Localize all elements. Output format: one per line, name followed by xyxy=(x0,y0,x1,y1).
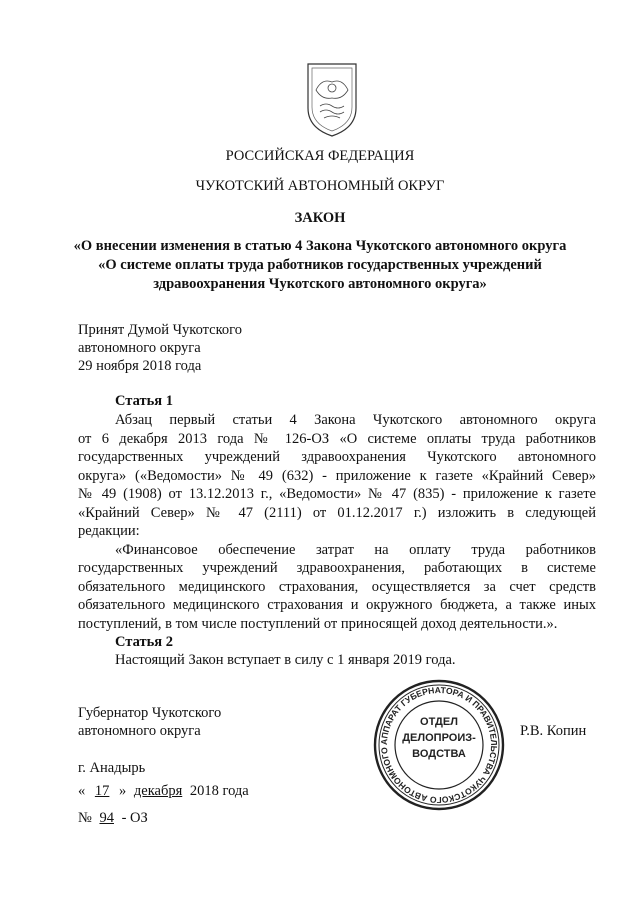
article-1-line: поступлений, в том числе поступлений от приносящей доход деятельности.». xyxy=(78,615,558,632)
article-2-text: Настоящий Закон вступает в силу с 1 января 2019 года. xyxy=(115,652,456,668)
governor-name: Р.В. Копин xyxy=(520,723,587,739)
article-1-line: редакции: xyxy=(78,523,140,539)
signing-date: « 17 » декабря 2018 года xyxy=(78,783,249,799)
law-number: № 94 - ОЗ xyxy=(78,810,148,826)
article-1-line: «Крайний Север» № 47 (2111) от 01.12.2017 г.) изложить в следующей xyxy=(78,504,596,521)
adopted-line-2: автономного округа xyxy=(78,340,201,356)
stamp-ring-text: АППАРАТ ГУБЕРНАТОРА И ПРАВИТЕЛЬСТВА ЧУКОТСКОГО АВТОНОМНОГО xyxy=(378,684,500,806)
law-title-line-1: «О внесении изменения в статью 4 Закона Чукотского автономного округа xyxy=(73,238,567,254)
country-heading: РОССИЙСКАЯ ФЕДЕРАЦИЯ xyxy=(225,148,415,164)
governor-title-line-2: автономного округа xyxy=(78,723,201,739)
governor-title-line-1: Губернатор Чукотского xyxy=(78,705,222,721)
law-number-value: 94 xyxy=(99,810,114,826)
city: г. Анадырь xyxy=(78,760,146,776)
article-1-line: обязательного медицинского страхования, осуществляется за счет средств xyxy=(78,578,596,595)
stamp-line-3: ВОДСТВА xyxy=(412,748,466,760)
stamp-line-1: ОТДЕЛ xyxy=(420,716,458,728)
article-1-line: от 6 декабря 2013 года № 126-ОЗ «О системе оплаты труда работников xyxy=(78,430,596,447)
law-title-line-3: здравоохранения Чукотского автономного округа» xyxy=(153,276,487,292)
article-1-line: округа» («Ведомости» № 49 (632) - приложение к газете «Крайний Север» xyxy=(78,467,596,484)
region-heading: ЧУКОТСКИЙ АВТОНОМНЫЙ ОКРУГ xyxy=(195,178,445,194)
date-day: 17 xyxy=(94,783,110,799)
coat-of-arms-icon xyxy=(302,60,362,140)
document-type: ЗАКОН xyxy=(294,210,346,226)
date-month: декабря xyxy=(133,783,183,799)
law-title-line-2: «О системе оплаты труда работников государственных учреждений xyxy=(98,257,542,273)
article-1-line: № 49 (1908) от 13.12.2013 г., «Ведомости» № 47 (835) - приложение к газете xyxy=(78,486,596,502)
adopted-line-1: Принят Думой Чукотского xyxy=(78,322,243,338)
stamp-line-2: ДЕЛОПРОИЗ- xyxy=(402,732,476,744)
date-year: 2018 года xyxy=(189,783,249,799)
article-1-line: государственных учреждений здравоохранения, работающих в системе xyxy=(78,560,596,576)
article-1-line: обязательного медицинского страхования и окружного бюджета, а также иных xyxy=(78,597,596,613)
article-1-heading: Статья 1 xyxy=(115,393,173,409)
article-1-line: «Финансовое обеспечение затрат на оплату труда работников xyxy=(115,541,596,558)
article-1-line: Абзац первый статьи 4 Закона Чукотского автономного округа xyxy=(115,412,596,428)
article-2-heading: Статья 2 xyxy=(115,634,173,650)
adopted-date: 29 ноября 2018 года xyxy=(78,358,202,374)
article-1-line: государственных учреждений здравоохранения Чукотского автономного xyxy=(78,449,596,465)
